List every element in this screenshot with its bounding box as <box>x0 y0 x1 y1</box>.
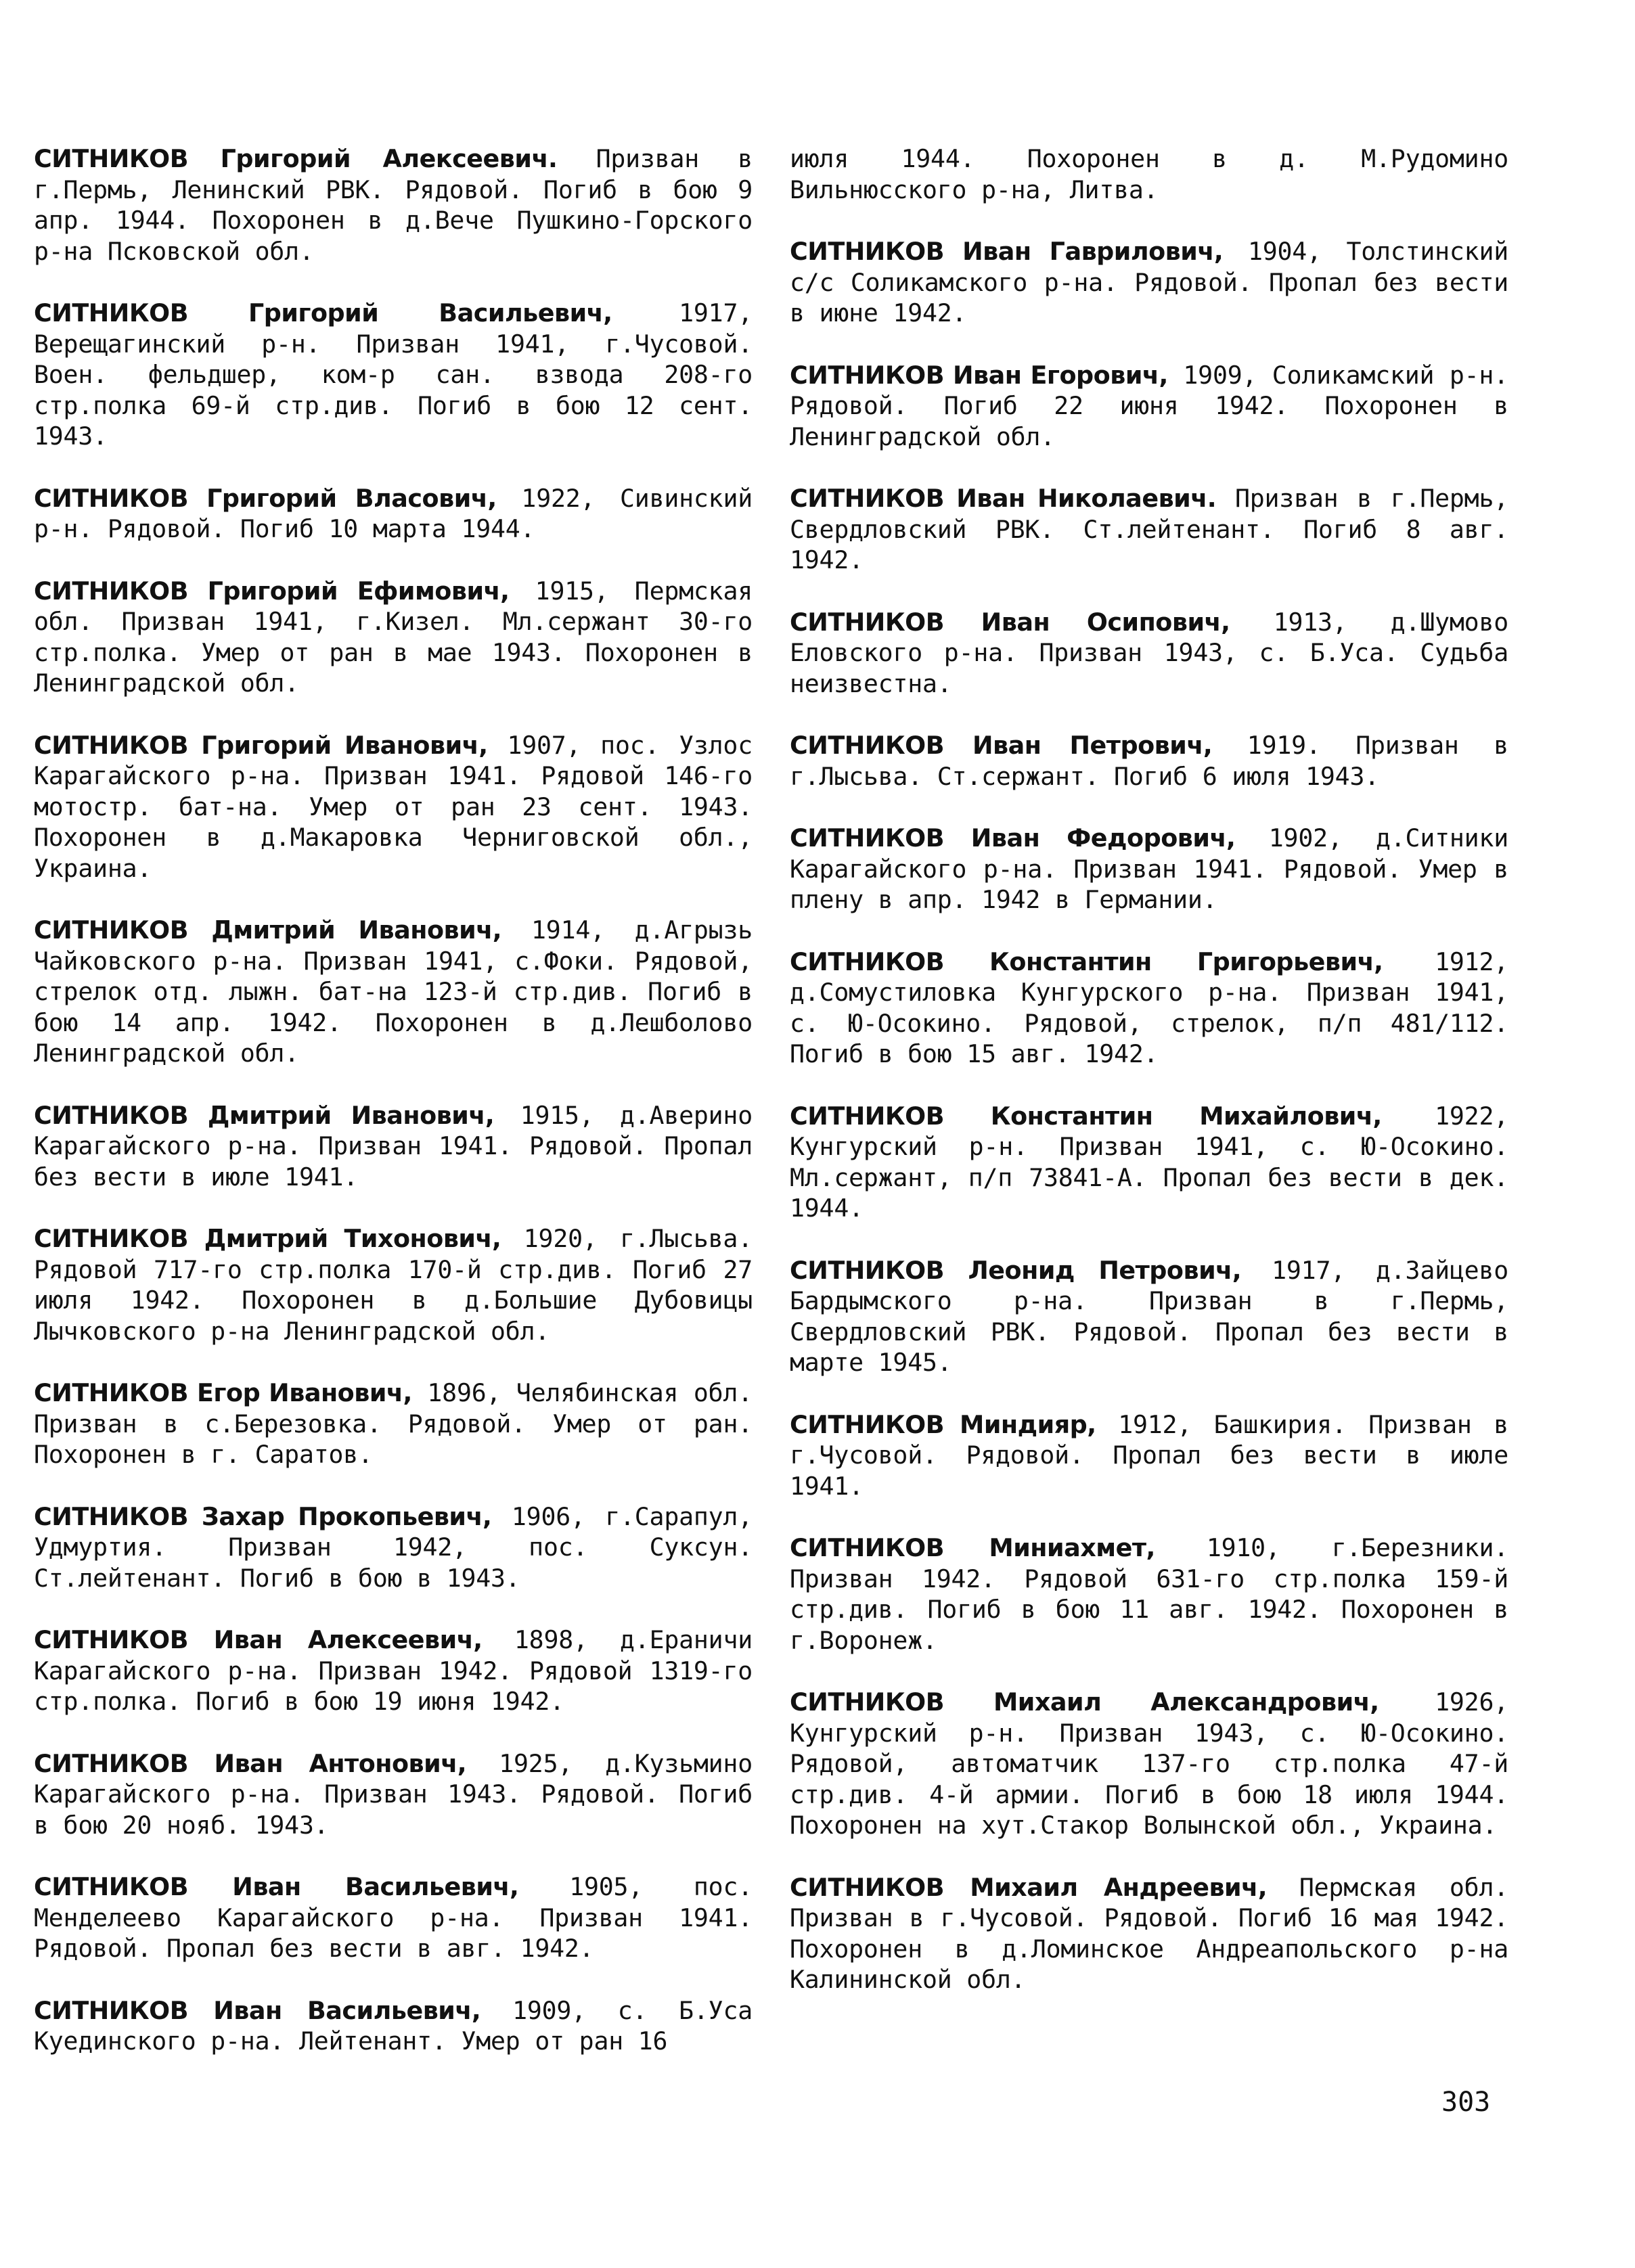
entry-text: 1915, Пермская обл. Призван 1941, г.Кизел. Мл.сержант 30-го стр.полка. Умер от ран в мае 1943. Похоронен в Ленинградской обл. <box>34 576 753 698</box>
entry-text: июля 1944. Похоронен в д. М.Рудомино Вильнюсского р-на, Литва. <box>790 144 1508 204</box>
entry <box>790 1101 1508 1224</box>
entry-name: СИТНИКОВ Миниахмет, <box>790 1533 1155 1562</box>
entry <box>790 1872 1508 1995</box>
entry <box>790 1255 1508 1378</box>
entry-text: Призван в г.Пермь, Свердловский РВК. Ст.лейтенант. Погиб 8 авг. 1942. <box>790 484 1508 574</box>
entry-name: СИТНИКОВ Иван Васильевич, <box>34 1872 519 1901</box>
entry <box>34 1223 753 1346</box>
entry-name: СИТНИКОВ Леонид Петрович, <box>790 1255 1242 1285</box>
entry-text: 1925, д.Кузьмино Карагайского р-на. Призван 1943. Рядовой. Погиб в бою 20 нояб. 1943. <box>34 1748 753 1840</box>
entry-text: 1909, с. Б.Уса Куединского р-на. Лейтенант. Умер от ран 16 <box>34 1995 753 2056</box>
entry <box>790 483 1508 576</box>
entry-text: 1926, Кунгурский р-н. Призван 1943, с. Ю-Осокино. Рядовой, автоматчик 137-го стр.полка 47-й стр.див. 4-й армии. Погиб в бою 18 июля 1944. Похоронен на хут.Стакор Волынской обл., Украина. <box>790 1687 1508 1840</box>
entry-name: СИТНИКОВ Иван Осипович, <box>790 607 1230 637</box>
entry-text: 1896, Челябинская обл. Призван в с.Березовка. Рядовой. Умер от ран. Похоронен в г. Саратов. <box>34 1378 753 1469</box>
entry-name: СИТНИКОВ Михаил Андреевич, <box>790 1872 1268 1902</box>
entry <box>34 1995 753 2057</box>
entry-text: 1915, д.Аверино Карагайского р-на. Призван 1941. Рядовой. Пропал без вести в июле 1941. <box>34 1100 753 1192</box>
entry <box>34 730 753 884</box>
entry <box>34 576 753 699</box>
entry <box>34 1378 753 1470</box>
entry <box>34 298 753 452</box>
entry-name: СИТНИКОВ Иван Егорович, <box>790 360 1168 390</box>
entry-name: СИТНИКОВ Григорий Ефимович, <box>34 576 510 606</box>
entry <box>34 483 753 545</box>
entry-name: СИТНИКОВ Григорий Алексеевич. <box>34 144 558 173</box>
entry-name: СИТНИКОВ Иван Васильевич, <box>34 1995 481 2025</box>
entry-name: СИТНИКОВ Григорий Васильевич, <box>34 298 612 327</box>
entry-text: 1912, д.Сомустиловка Кунгурского р-на. Призван 1941, с. Ю-Осокино. Рядовой, стрелок, п/п 481/112. Погиб в бою 15 авг. 1942. <box>790 947 1508 1068</box>
entry <box>34 1748 753 1841</box>
entry <box>34 143 753 267</box>
entry <box>34 1872 753 1964</box>
entry-text: 1917, д.Зайцево Бардымского р-на. Призван в г.Пермь, Свердловский РВК. Рядовой. Пропал без вести в марте 1945. <box>790 1255 1508 1377</box>
entry-name: СИТНИКОВ Константин Григорьевич, <box>790 947 1383 976</box>
entry-name: СИТНИКОВ Дмитрий Тихонович, <box>34 1224 501 1253</box>
entry-name: СИТНИКОВ Иван Алексеевич, <box>34 1625 483 1654</box>
entry-text: Призван в г.Пермь, Ленинский РВК. Рядовой. Погиб в бою 9 апр. 1944. Похоронен в д.Вече Пушкино-Горского р-на Псковской обл. <box>34 144 753 266</box>
entry-text: 1914, д.Агрызь Чайковского р-на. Призван 1941, с.Фоки. Рядовой, стрелок отд. лыжн. бат-на 123-й стр.див. Погиб в бою 14 апр. 1942. Похоронен в д.Лешболово Ленинградской обл. <box>34 915 753 1068</box>
entry <box>34 1625 753 1717</box>
entry-text: 1917, Верещагинский р-н. Призван 1941, г.Чусовой. Воен. фельдшер, ком-р сан. взвода 208-го стр.полка 69-й стр.див. Погиб в бою 12 сент. 1943. <box>34 298 753 451</box>
entry-text: 1913, д.Шумово Еловского р-на. Призван 1943, с. Б.Уса. Судьба неизвестна. <box>790 607 1508 698</box>
entry-text: 1922, Сивинский р-н. Рядовой. Погиб 10 марта 1944. <box>34 483 753 543</box>
entry <box>790 360 1508 453</box>
entry <box>790 947 1508 1070</box>
entry <box>790 823 1508 915</box>
entry-text: 1906, г.Сарапул, Удмуртия. Призван 1942, пос. Суксун. Ст.лейтенант. Погиб в бою в 1943. <box>34 1501 753 1593</box>
entry-name: СИТНИКОВ Захар Прокопьевич, <box>34 1501 492 1531</box>
entry-text: 1910, г.Березники. Призван 1942. Рядовой 631-го стр.полка 159-й стр.див. Погиб в бою 11 авг. 1942. Похоронен в г.Воронеж. <box>790 1533 1508 1655</box>
left-column <box>34 143 753 2088</box>
entry-name: СИТНИКОВ Иван Петрович, <box>790 731 1213 760</box>
entry-text: 1919. Призван в г.Лысьва. Ст.сержант. Погиб 6 июля 1943. <box>790 731 1508 791</box>
entry-name: СИТНИКОВ Михаил Александрович, <box>790 1687 1379 1717</box>
entry-text: 1902, д.Ситники Карагайского р-на. Призван 1941. Рядовой. Умер в плену в апр. 1942 в Германии. <box>790 823 1508 914</box>
entry-name: СИТНИКОВ Дмитрий Иванович, <box>34 915 502 945</box>
entry-name: СИТНИКОВ Григорий Иванович, <box>34 730 488 760</box>
entry-text: 1905, пос. Менделеево Карагайского р-на. Призван 1941. Рядовой. Пропал без вести в авг. 1942. <box>34 1872 753 1963</box>
entry-name: СИТНИКОВ Григорий Власович, <box>34 483 497 513</box>
entry-name: СИТНИКОВ Иван Гаврилович, <box>790 237 1224 266</box>
entry-text: 1912, Башкирия. Призван в г.Чусовой. Рядовой. Пропал без вести в июле 1941. <box>790 1409 1508 1501</box>
page-number: 303 <box>1441 2087 1491 2118</box>
entry-text: 1920, г.Лысьва. Рядовой 717-го стр.полка 170-й стр.див. Погиб 27 июля 1942. Похоронен в д.Большие Дубовицы Лычковского р-на Ленинградской обл. <box>34 1224 753 1346</box>
entry <box>790 236 1508 329</box>
entry <box>790 607 1508 700</box>
entry-text: 1909, Соликамский р-н. Рядовой. Погиб 22 июня 1942. Похоронен в Ленинградской обл. <box>790 360 1508 451</box>
entry-text: 1904, Толстинский с/с Соликамского р-на. Рядовой. Пропал без вести в июне 1942. <box>790 237 1508 327</box>
entry <box>790 143 1508 205</box>
entry-name: СИТНИКОВ Егор Иванович, <box>34 1378 412 1407</box>
entry-name: СИТНИКОВ Константин Михайлович, <box>790 1101 1382 1131</box>
entry <box>790 1687 1508 1841</box>
entry-text: 1922, Кунгурский р-н. Призван 1941, с. Ю-Осокино. Мл.сержант, п/п 73841-А. Пропал без вести в дек. 1944. <box>790 1101 1508 1223</box>
entry <box>34 1501 753 1594</box>
entry <box>34 1100 753 1193</box>
entry-name: СИТНИКОВ Дмитрий Иванович, <box>34 1100 495 1130</box>
entry <box>790 1409 1508 1502</box>
entry-text: 1898, д.Ераничи Карагайского р-на. Призван 1942. Рядовой 1319-го стр.полка. Погиб в бою 19 июня 1942. <box>34 1625 753 1716</box>
entry <box>790 1533 1508 1656</box>
entry <box>790 730 1508 792</box>
entry-name: СИТНИКОВ Иван Антонович, <box>34 1748 467 1778</box>
entry-name: СИТНИКОВ Миндияр, <box>790 1409 1096 1439</box>
entry-name: СИТНИКОВ Иван Николаевич. <box>790 484 1217 513</box>
entry-name: СИТНИКОВ Иван Федорович, <box>790 823 1236 853</box>
right-column <box>790 143 1508 2026</box>
entry <box>34 915 753 1069</box>
entry-text: Пермская обл. Призван в г.Чусовой. Рядовой. Погиб 16 мая 1942. Похоронен в д.Ломинское Андреапольского р-на Калининской обл. <box>790 1872 1508 1994</box>
entry-text: 1907, пос. Узлос Карагайского р-на. Призван 1941. Рядовой 146-го мотостр. бат-на. Умер от ран 23 сент. 1943. Похоронен в д.Макаровка Черниговской обл., Украина. <box>34 730 753 883</box>
